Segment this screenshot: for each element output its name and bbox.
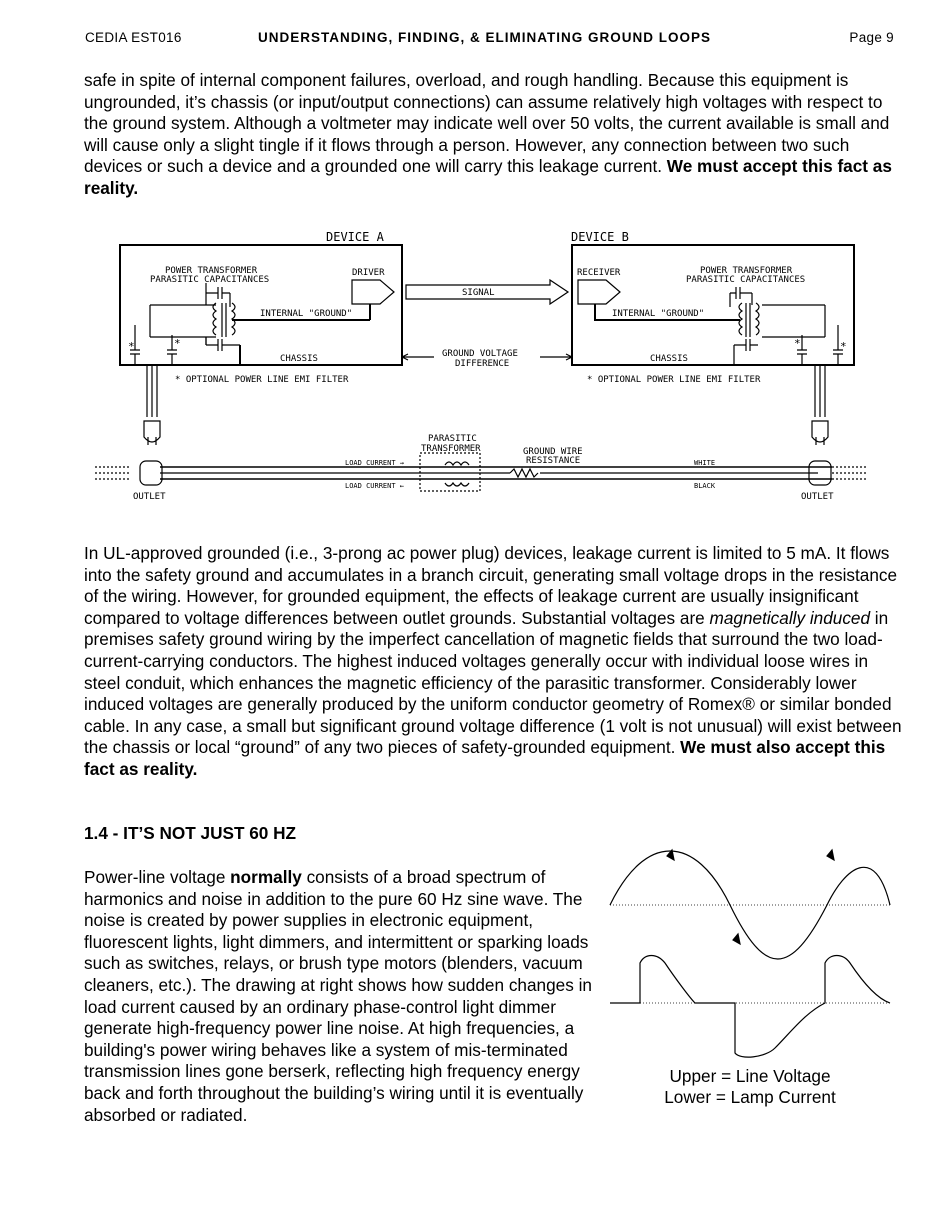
receiver-label: RECEIVER — [577, 268, 621, 278]
device-b-plug — [812, 421, 828, 445]
outlet-a-label: OUTLET — [133, 492, 166, 502]
voltage-noise-spikes — [667, 850, 834, 944]
device-b-emi-note: * OPTIONAL POWER LINE EMI FILTER — [587, 375, 761, 385]
ground-wire-resistor — [510, 469, 538, 477]
ground-loop-diagram — [90, 225, 872, 515]
paragraph-power-line-noise — [84, 867, 596, 1126]
para2-bold: We must also accept this fact as reality. — [84, 737, 886, 779]
resistance-label: RESISTANCE — [526, 456, 581, 466]
lamp-current-wave — [610, 956, 890, 1058]
device-b-power-transformer-label: POWER TRANSFORMER — [700, 266, 793, 276]
ground-voltage-label: GROUND VOLTAGE — [442, 349, 518, 359]
device-b-primary-wiring — [762, 305, 825, 337]
para3-text2: consists of a broad spectrum of harmonics and noise in addition to the pure 60 Hz sine wave. The noise is created by power supplies in electronic equipment, fluorescent lights, light dimmers, and intermittent or sparking loads such as switches, relays, or brush type motors (blenders, vacuum cleaners, etc.). The drawing at right shows how sudden changes in load current caused by an ordinary phase-control light dimmer generate high-frequency power line noise. At high frequencies, a building's power wiring behaves like a system of mis-terminated transmission lines gone berserk, reflecting high frequency energy back and forth throughout the building’s wiring until it is eventually absorbed or radiated. — [84, 867, 592, 1125]
transformer-label: TRANSFORMER — [421, 444, 481, 454]
paragraph-leakage-ungrounded — [84, 70, 904, 200]
caption-lower: Lower = Lamp Current — [664, 1087, 836, 1107]
device-a-power-transformer-label: POWER TRANSFORMER — [165, 266, 258, 276]
device-a-lower-capacitor — [206, 337, 240, 351]
device-b-primary-coil — [756, 303, 759, 335]
para2-italic: magnetically induced — [709, 607, 871, 628]
device-a-label: DEVICE A — [326, 230, 384, 244]
device-b-star-1: * — [794, 337, 801, 350]
white-wire-label: WHITE — [694, 459, 716, 467]
device-a-primary-wiring — [150, 293, 216, 345]
load-current-left-label: LOAD CURRENT ← — [345, 482, 405, 490]
device-b-internal-ground-label: INTERNAL "GROUND" — [612, 309, 705, 319]
driver-label: DRIVER — [352, 268, 385, 278]
load-current-right-label: LOAD CURRENT → — [345, 459, 405, 467]
parasitic-transformer-coils — [445, 462, 469, 486]
header-doc-id: CEDIA EST016 — [85, 30, 182, 45]
difference-label: DIFFERENCE — [455, 359, 510, 369]
para2-text2: in premises safety ground wiring by the imperfect cancellation of magnetic fields that surround the two load-current-carrying conductors. The highest induced voltages generally occur with individual loose wires in steel conduit, which enhances the magnetic efficiency of the parasitic transformer. Considerably lower induced voltages are generally produced by the uniform conductor geometry of Romex® or similar bonded cable. In any case, a small but significant ground voltage difference (1 volt is not unusual) will exist between the chassis or local “ground” of any two pieces of safety-grounded equipment. — [84, 607, 902, 758]
receiver-symbol — [578, 280, 620, 304]
para3-bold: normally — [230, 867, 302, 887]
device-a-chassis-label: CHASSIS — [280, 354, 318, 364]
dimmer-waveform-diagram — [605, 848, 895, 1058]
para1-text: safe in spite of internal component failures, overload, and rough handling. Because this equipment is ungrounded, it’s chassis (or input/output connections) can assume relatively high voltages with respect to the ground system. Although a voltmeter may indicate well over 50 volts, the current available is small and will cause only a slight tingle if it flows through a person. However, any connection between two such devices or such a device and a grounded one will carry this leakage current. — [84, 70, 890, 177]
signal-label: SIGNAL — [462, 288, 495, 298]
device-a-emi-note: * OPTIONAL POWER LINE EMI FILTER — [175, 375, 349, 385]
black-wire-label: BLACK — [694, 482, 716, 490]
para2-text: In UL-approved grounded (i.e., 3-prong ac power plug) devices, leakage current is limited to 5 mA. It flows into the safety ground and accumulates in a branch circuit, generating small voltage drops in the resistance of the wiring. However, for grounded equipment, the effects of leakage current are usually insignificant compared to voltage differences between outlet grounds. Substantial voltages are — [84, 543, 898, 628]
device-b-chassis-label: CHASSIS — [650, 354, 688, 364]
caption-upper: Upper = Line Voltage — [669, 1066, 831, 1086]
device-a-plug — [144, 421, 160, 445]
device-a-star-2: * — [174, 337, 181, 350]
para1-bold: We must accept this fact as reality. — [84, 156, 892, 198]
header-title: UNDERSTANDING, FINDING, & ELIMINATING GROUND LOOPS — [258, 30, 711, 45]
device-b-power-cord — [815, 365, 825, 417]
parasitic-label: PARASITIC — [428, 434, 477, 444]
device-a-star-1: * — [128, 340, 135, 353]
para3-text: Power-line voltage — [84, 867, 231, 887]
device-a-core — [222, 303, 226, 337]
device-b-core — [746, 303, 750, 337]
device-a-primary-coil — [213, 303, 216, 335]
device-b-lower-capacitor — [734, 339, 758, 365]
header-page-number: Page 9 — [849, 30, 894, 45]
device-a-internal-ground-label: INTERNAL "GROUND" — [260, 309, 353, 319]
device-b-label: DEVICE B — [571, 230, 629, 244]
device-b-parasitic-caps-label: PARASITIC CAPACITANCES — [686, 275, 806, 285]
section-heading: 1.4 - IT’S NOT JUST 60 HZ — [84, 823, 297, 843]
device-a-parasitic-caps-label: PARASITIC CAPACITANCES — [150, 275, 270, 285]
outlet-b-label: OUTLET — [801, 492, 834, 502]
driver-symbol — [352, 280, 394, 304]
device-a-power-cord — [147, 365, 157, 417]
ground-wire-label: GROUND WIRE — [523, 447, 583, 457]
paragraph-grounded-leakage — [84, 543, 904, 781]
outlet-a-symbol — [140, 461, 162, 485]
device-b-star-2: * — [840, 340, 847, 353]
